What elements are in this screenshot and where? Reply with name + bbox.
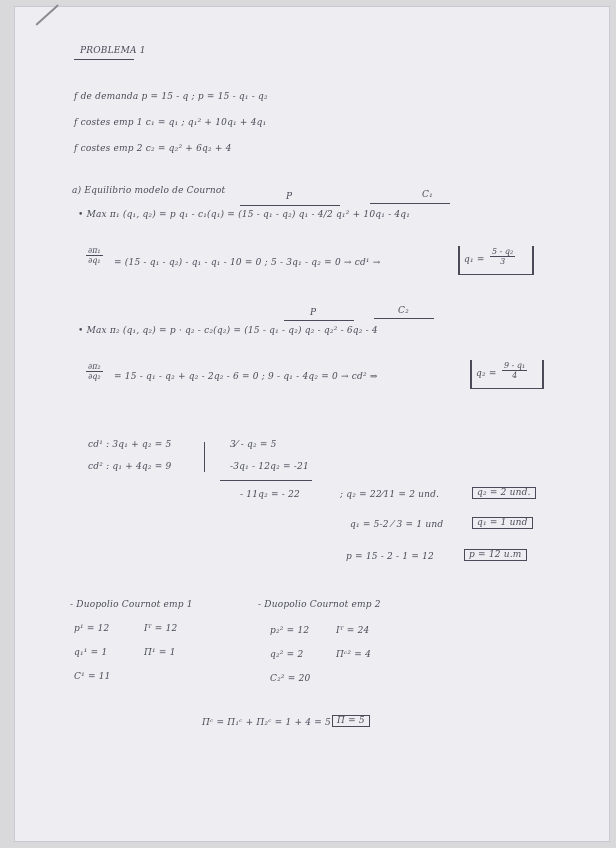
overbrace-c-2 xyxy=(374,318,434,319)
overbrace-p-label-1: P xyxy=(286,192,293,202)
reaction-fraction-1 xyxy=(490,247,515,266)
cournot-firm1-heading: - Duopolio Cournot emp 1 xyxy=(70,600,193,610)
reaction-den-2: 4 xyxy=(512,371,518,380)
total-profit-expression: Πᶜ = Π₁ᶜ + Π₂ᶜ = 1 + 4 = 5 xyxy=(202,718,331,728)
q1-result-box: q₁ = 1 und xyxy=(472,517,533,529)
system-eq2: cd² : q₁ + 4q₂ = 9 xyxy=(88,462,172,472)
cournot-firm1-income: Iᵀ = 12 xyxy=(144,624,178,634)
max-profit-firm2: • Max π₂ (q₁, q₂) = p · q₂ - c₂(q₂) = (15 - q₁ - q₂) q₂ - q₂² - 6q₂ - 4 xyxy=(78,326,378,336)
overbrace-c-1 xyxy=(370,203,450,204)
cournot-firm2-cost: C₂² = 20 xyxy=(270,674,311,684)
cournot-firm2-quantity: q₂² = 2 xyxy=(270,650,304,660)
problem-title: PROBLEMA 1 xyxy=(80,46,146,56)
title-underline xyxy=(74,59,134,60)
system-step3: - 11q₂ = - 22 xyxy=(240,490,300,500)
cournot-firm1-profit: Π¹ = 1 xyxy=(144,648,176,658)
price-calculation: p = 15 - 2 - 1 = 12 xyxy=(346,552,434,562)
reaction-lhs-2: q₂ = xyxy=(476,369,497,379)
total-profit-box: Π = 5 xyxy=(332,715,370,727)
overbrace-c-label-2: C₂ xyxy=(398,306,409,316)
deriv-num-2: ∂π₂ xyxy=(88,362,101,371)
overbrace-p-2 xyxy=(284,320,354,321)
deriv-den-2: ∂q₂ xyxy=(88,372,101,381)
deriv-den-1: ∂q₁ xyxy=(88,256,101,265)
reaction-function-box-1 xyxy=(458,246,534,275)
reaction-den-1: 3 xyxy=(500,257,506,266)
cournot-firm1-quantity: q₁¹ = 1 xyxy=(74,648,108,658)
overbrace-p-1 xyxy=(240,205,340,206)
overbrace-c-label-1: C₁ xyxy=(422,190,433,200)
derivative-fraction-2 xyxy=(86,362,103,381)
cournot-firm2-profit: Πᶜ² = 4 xyxy=(336,650,372,660)
deriv-num-1: ∂π₁ xyxy=(88,246,101,255)
demand-function: f de demanda p = 15 - q ; p = 15 - q₁ - q₂ xyxy=(74,92,268,102)
price-result-box: p = 12 u.m xyxy=(464,549,527,561)
overbrace-p-label-2: P xyxy=(310,308,317,318)
section-a-heading: a) Equilibrio modelo de Cournot xyxy=(72,186,226,196)
system-step1: 3⁄ - q₂ = 5 xyxy=(230,440,277,450)
foc-firm2: = 15 - q₁ - q₂ + q₂ - 2q₂ - 6 = 0 ; 9 - q₁ - 4q₂ = 0 → cd² ⇒ xyxy=(114,372,378,382)
system-step2: -3q₁ - 12q₂ = -21 xyxy=(230,462,309,472)
reaction-num-1: 5 - q₂ xyxy=(492,247,514,256)
cournot-firm2-price: p₂² = 12 xyxy=(270,626,310,636)
cost-function-firm2: f costes emp 2 c₂ = q₂² + 6q₂ + 4 xyxy=(74,144,232,154)
max-profit-firm1: • Max π₁ (q₁, q₂) = p q₁ - c₁(q₁) = (15 - q₁ - q₂) q₁ - 4/2 q₁² + 10q₁ - 4q₁ xyxy=(78,210,411,220)
cournot-firm2-heading: - Duopolio Cournot emp 2 xyxy=(258,600,381,610)
notebook-page xyxy=(14,6,610,842)
system-brace xyxy=(204,442,205,472)
cournot-firm1-price: p¹ = 12 xyxy=(74,624,110,634)
q2-result-box: q₂ = 2 und. xyxy=(472,487,536,499)
system-eq1: cd¹ : 3q₁ + q₂ = 5 xyxy=(88,440,172,450)
reaction-lhs-1: q₁ = xyxy=(464,255,485,265)
cournot-firm2-income: Iᵀ = 24 xyxy=(336,626,370,636)
pen-mark-icon xyxy=(35,4,59,26)
system-sum-line xyxy=(220,480,312,481)
reaction-num-2: 9 - q₁ xyxy=(504,361,526,370)
q1-calculation: q₁ = 5-2 ⁄ 3 = 1 und xyxy=(350,520,444,530)
cournot-firm1-cost: C¹ = 11 xyxy=(74,672,111,682)
cost-function-firm1: f costes emp 1 c₁ = q₁ ; q₁² + 10q₁ + 4q₁ xyxy=(74,118,267,128)
foc-firm1: = (15 - q₁ - q₂) - q₁ - q₁ - 10 = 0 ; 5 - 3q₁ - q₂ = 0 → cd¹ → xyxy=(114,258,381,268)
reaction-function-box-2 xyxy=(470,360,544,389)
reaction-fraction-2 xyxy=(502,361,527,380)
derivative-fraction-1 xyxy=(86,246,103,265)
q2-calculation: ; q₂ = 22⁄11 = 2 und. xyxy=(340,490,440,500)
